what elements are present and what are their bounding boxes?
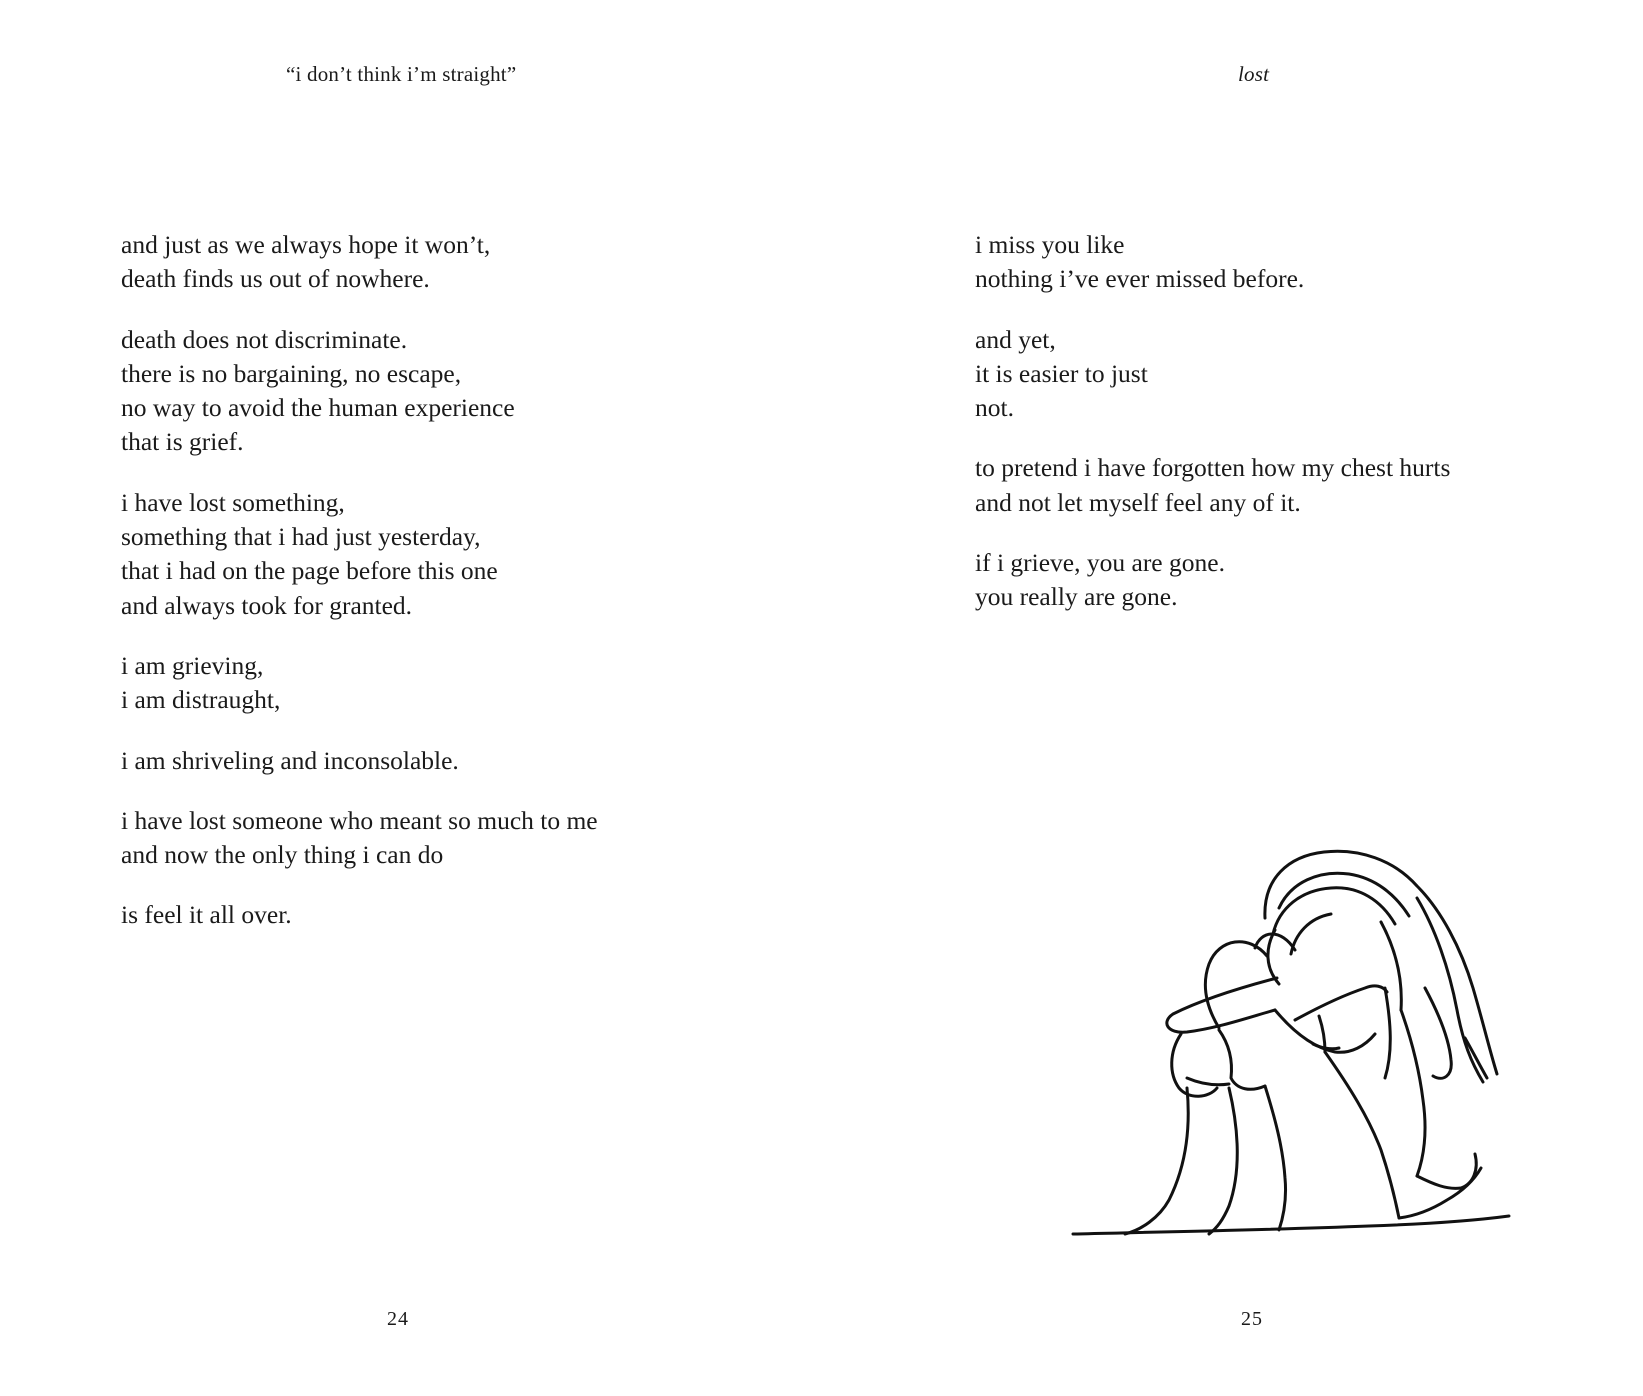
stanza bbox=[975, 228, 1450, 297]
poem-line: death does not discriminate. bbox=[121, 324, 408, 354]
poem-line: and yet, bbox=[975, 324, 1056, 354]
page-number-left: 24 bbox=[387, 1308, 409, 1330]
poem-line: there is no bargaining, no escape, bbox=[121, 358, 462, 388]
poem-line: it is easier to just bbox=[975, 358, 1148, 388]
poem-line: not. bbox=[975, 393, 1014, 423]
poem-line: death finds us out of nowhere. bbox=[121, 264, 430, 294]
poem-line: i am grieving, bbox=[121, 650, 264, 680]
poem-line: is feel it all over. bbox=[121, 900, 292, 930]
grieving-figure-illustration bbox=[1069, 838, 1529, 1238]
poem-line: i have lost something, bbox=[121, 487, 345, 517]
page-number-right: 25 bbox=[1241, 1308, 1263, 1330]
stanza bbox=[975, 451, 1450, 520]
poem-line: that i had on the page before this one bbox=[121, 556, 498, 586]
poem-line: no way to avoid the human experience bbox=[121, 393, 515, 423]
right-page bbox=[821, 0, 1643, 1396]
poem-left bbox=[121, 228, 598, 959]
stanza bbox=[121, 744, 598, 778]
poem-line: you really are gone. bbox=[975, 582, 1178, 612]
poem-line: and always took for granted. bbox=[121, 590, 413, 620]
stanza bbox=[121, 804, 598, 873]
stanza bbox=[121, 649, 598, 718]
poem-line: and now the only thing i can do bbox=[121, 840, 444, 870]
poem-line: i am shriveling and inconsolable. bbox=[121, 745, 459, 775]
poem-line: i miss you like bbox=[975, 230, 1125, 259]
poem-line: and just as we always hope it won’t, bbox=[121, 230, 491, 259]
stanza bbox=[121, 486, 598, 623]
stanza bbox=[975, 546, 1450, 615]
poem-line: and not let myself feel any of it. bbox=[975, 487, 1301, 517]
left-page bbox=[0, 0, 821, 1396]
stanza bbox=[121, 228, 598, 297]
running-head-left: “i don’t think i’m straight” bbox=[286, 62, 517, 86]
poem-line: something that i had just yesterday, bbox=[121, 522, 481, 552]
poem-line: i am distraught, bbox=[121, 685, 281, 715]
stanza bbox=[121, 898, 598, 932]
running-head-right: lost bbox=[1238, 62, 1270, 86]
poem-line: that is grief. bbox=[121, 427, 244, 457]
stanza bbox=[975, 323, 1450, 426]
poem-line: i have lost someone who meant so much to me bbox=[121, 805, 598, 835]
stanza bbox=[121, 323, 598, 460]
poem-line: if i grieve, you are gone. bbox=[975, 548, 1225, 578]
poem-line: nothing i’ve ever missed before. bbox=[975, 264, 1305, 294]
poem-right bbox=[975, 228, 1450, 641]
poem-line: to pretend i have forgotten how my chest hurts bbox=[975, 453, 1451, 483]
